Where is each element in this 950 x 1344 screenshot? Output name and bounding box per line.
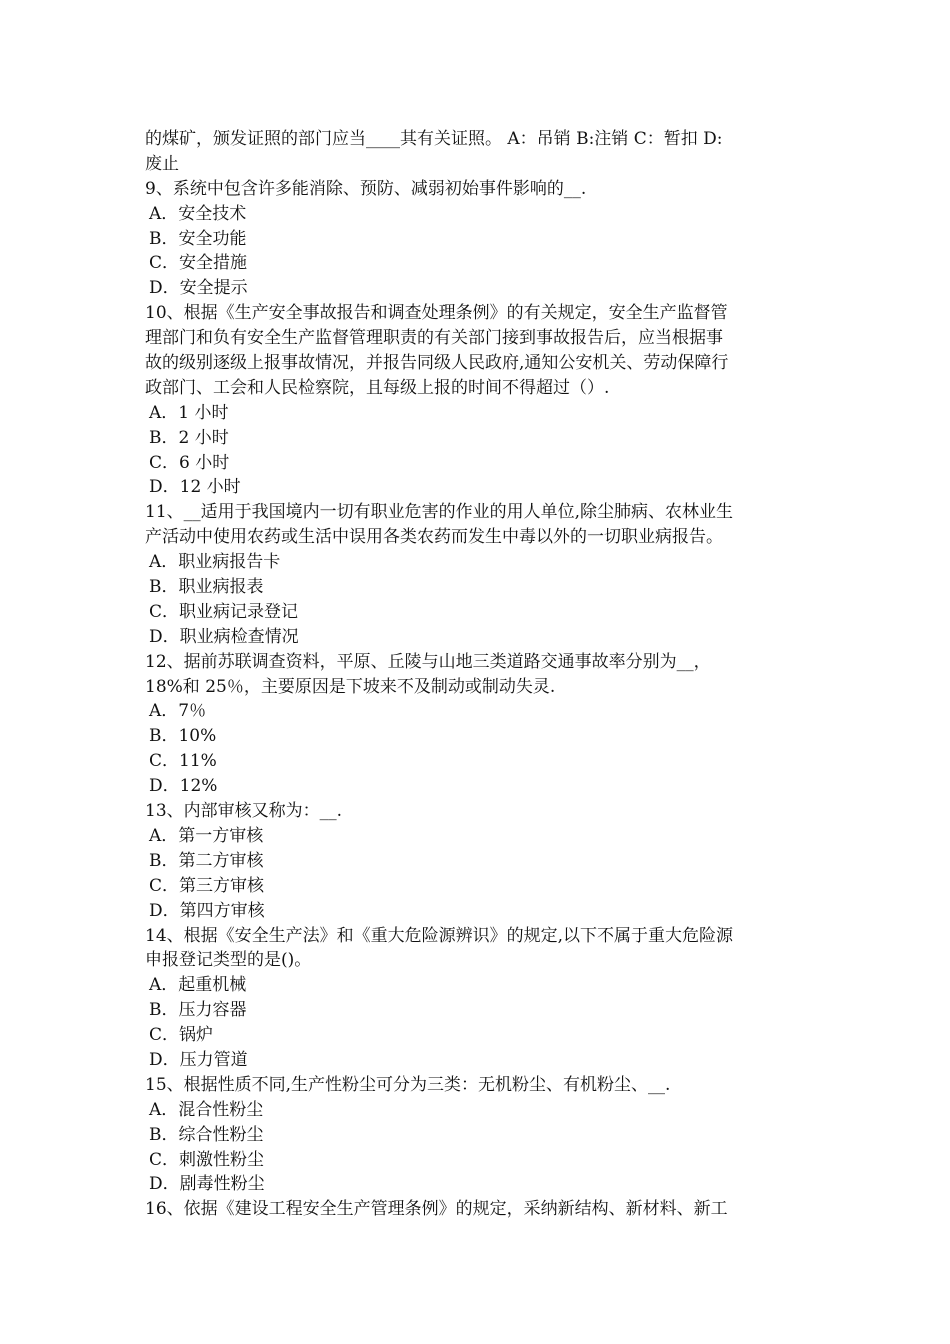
answer-option: B．安全功能 [149,228,247,249]
question-line: 16、依据《建设工程安全生产管理条例》的规定，采纳新结构、新材料、新工 [145,1199,728,1220]
answer-option: B．10% [149,726,217,747]
answer-option: B．综合性粉尘 [149,1124,264,1145]
answer-option: C．安全措施 [149,253,248,274]
answer-option: D．职业病检查情况 [149,626,299,647]
answer-option: C．第三方审核 [149,875,265,896]
question-line: 15、根据性质不同,生产性粉尘可分为三类：无机粉尘、有机粉尘、__. [145,1074,671,1095]
answer-option: B．第二方审核 [149,850,264,871]
text-line: 产活动中使用农药或生活中误用各类农药而发生中毒以外的一切职业病报告。 [145,527,723,548]
answer-option: B．2 小时 [149,427,229,448]
text-line: 的煤矿，颁发证照的部门应当____其有关证照。 A：吊销 B:注销 C：暂扣 D: [145,129,723,149]
text-line: 故的级别逐级上报事故情况，并报告同级人民政府,通知公安机关、劳动保障行 [145,353,729,374]
question-line: 14、根据《安全生产法》和《重大危险源辨识》的规定,以下不属于重大危险源 [145,925,734,946]
answer-option: D．压力管道 [149,1049,248,1070]
answer-option: C．6 小时 [149,452,230,473]
text-line: 政部门、工会和人民检察院，且每级上报的时间不得超过（）. [145,377,610,398]
question-line: 9、系统中包含许多能消除、预防、减弱初始事件影响的__. [145,178,587,199]
answer-option: D．12% [149,776,218,797]
question-line: 13、内部审核又称为：__. [145,801,343,822]
question-line: 12、据前苏联调查资料，平原、丘陵与山地三类道路交通事故率分别为__， [145,651,711,672]
answer-option: A．7％ [149,701,207,722]
answer-option: C．刺激性粉尘 [149,1149,265,1170]
answer-option: A．第一方审核 [149,825,264,846]
answer-option: C．职业病记录登记 [149,601,299,622]
document-body [145,127,813,1222]
answer-option: C．锅炉 [149,1025,214,1046]
answer-option: D．第四方审核 [149,900,265,921]
answer-option: A．职业病报告卡 [149,552,281,573]
text-line: 18%和 25％，主要原因是下坡来不及制动或制动失灵. [145,676,556,697]
answer-option: D．安全提示 [149,278,248,299]
answer-option: C．11% [149,751,217,772]
answer-option: D．12 小时 [149,477,241,498]
answer-option: A．安全技术 [149,203,247,224]
question-line: 10、根据《生产安全事故报告和调查处理条例》的有关规定，安全生产监督管 [145,303,728,324]
question-line: 11、__适用于我国境内一切有职业危害的作业的用人单位,除尘肺病、农林业生 [145,502,734,523]
answer-option: B．职业病报表 [149,577,264,598]
text-line: 理部门和负有安全生产监督管理职责的有关部门接到事故报告后，应当根据事 [145,328,723,349]
answer-option: A．起重机械 [149,975,247,996]
answer-option: D．剧毒性粉尘 [149,1174,265,1195]
answer-option: A．1 小时 [149,402,229,423]
text-line: 申报登记类型的是()。 [145,950,312,971]
text-line: 废止 [145,153,179,174]
answer-option: A．混合性粉尘 [149,1099,264,1120]
answer-option: B．压力容器 [149,1000,247,1021]
